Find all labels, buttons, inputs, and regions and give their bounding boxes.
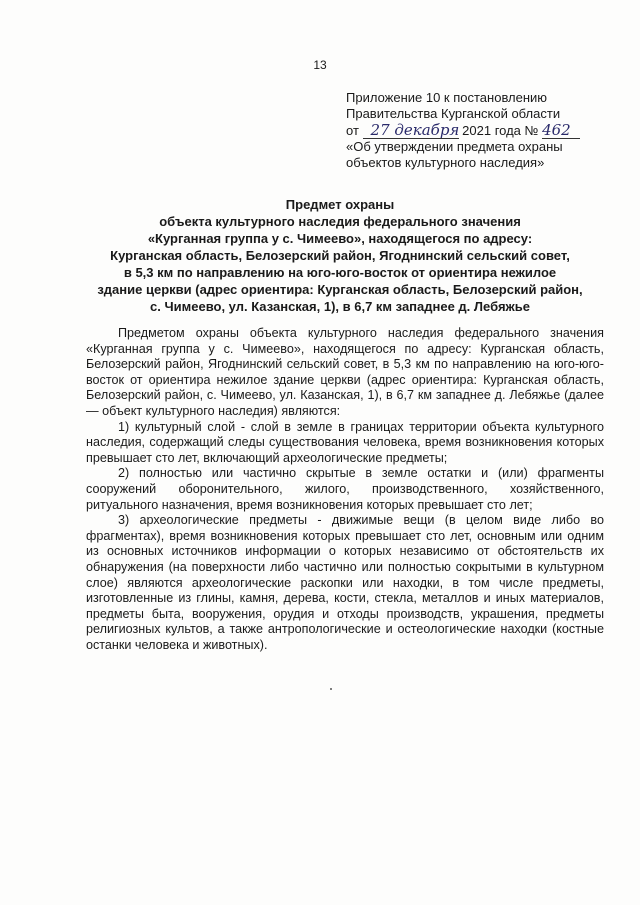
appendix-line-2: Правительства Курганской области xyxy=(346,106,561,121)
scan-speck xyxy=(330,688,332,690)
title-line: в 5,3 км по направлению на юго-юго-восток от ориентира нежилое xyxy=(123,265,557,280)
page-number: 13 xyxy=(313,58,327,72)
title-line: объекта культурного наследия федерального значения xyxy=(159,214,521,229)
title-line: с. Чимеево, ул. Казанская, 1), в 6,7 км западнее д. Лебяжье xyxy=(150,299,530,314)
body-paragraph-item-2: 2) полностью или частично скрытые в земле остатки и (или) фрагменты сооружений оборонительного, жилого, производственного, хозяйственного, ритуального назначения, время возникновения которых превышает сто лет; xyxy=(86,466,604,512)
appendix-line-4: «Об утверждении предмета охраны xyxy=(346,139,563,154)
title-line: Предмет охраны xyxy=(285,197,395,212)
document-title xyxy=(70,196,610,315)
appendix-line-1: Приложение 10 к постановлению xyxy=(346,90,548,105)
body-paragraph-intro: Предметом охраны объекта культурного наследия федерального значения «Курганная группа у с. Чимеево», находящегося по адресу: Курганская область, Белозерский район, Ягоднинский сельский совет, в 5,3 км по направлению на юго-юго-восток от ориентира нежилое здание церкви (адрес ориентира: Курганская область, Белозерский район, с. Чимеево, ул. Казанская, 1), в 6,7 км западнее д. Лебяжье (далее — объект культурного наследия) являются: xyxy=(86,326,604,418)
appendix-header xyxy=(346,90,626,171)
appendix-line-5: объектов культурного наследия» xyxy=(346,155,545,170)
appendix-date-prefix: от xyxy=(346,123,359,138)
appendix-line-3 xyxy=(346,122,626,139)
title-line: здание церкви (адрес ориентира: Курганская область, Белозерский район, xyxy=(97,282,583,297)
handwritten-number: 462 xyxy=(542,122,580,139)
appendix-year-number-label: 2021 года № xyxy=(462,123,539,138)
document-body xyxy=(86,326,604,653)
handwritten-date: 27 декабря xyxy=(363,122,459,139)
body-paragraph-item-3: 3) археологические предметы - движимые вещи (в целом виде либо во фрагментах), время возникновения которых превышает сто лет, основным или одним из основных источников информации о которых независимо от обстоятельств их обнаружения (на поверхности либо частично или полностью сокрытыми в культурном слое) являются археологические раскопки или находки, в том числе предметы, изготовленные из глины, камня, дерева, кости, стекла, металлов и иных материалов, предметы быта, вооружения, орудия и отходы производств, украшения, предметы религиозных культов, а также антропологические и остеологические находки (костные останки человека и животных). xyxy=(86,513,604,652)
title-line: «Курганная группа у с. Чимеево», находящегося по адресу: xyxy=(147,231,533,246)
body-paragraph-item-1: 1) культурный слой - слой в земле в границах территории объекта культурного наследия, содержащий следы существования человека, время возникновения которых превышает сто лет, включающий археологические предметы; xyxy=(86,419,604,465)
title-line: Курганская область, Белозерский район, Ягоднинский сельский совет, xyxy=(110,248,570,263)
